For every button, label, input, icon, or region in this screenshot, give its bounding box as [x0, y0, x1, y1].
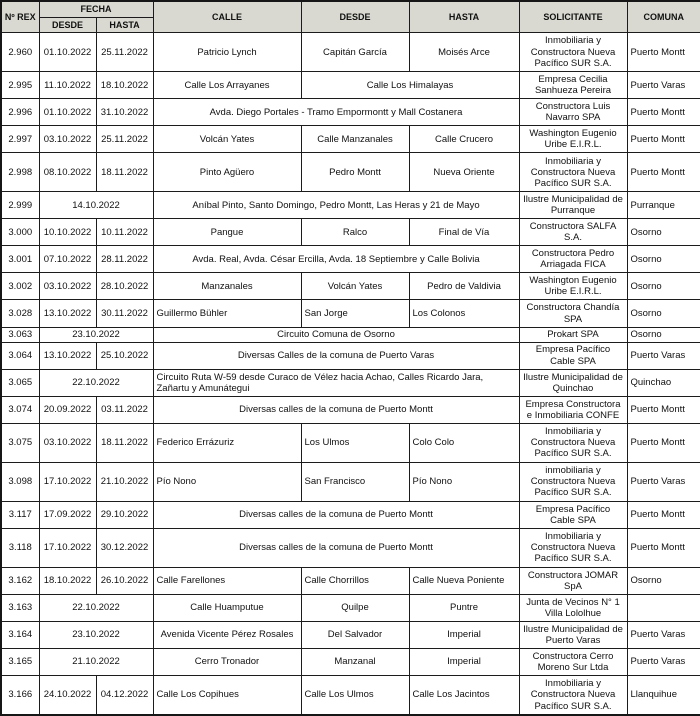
cell: Los Colonos: [409, 300, 519, 327]
table-row: [1, 621, 700, 648]
cell: Inmobiliaria y Constructora Nueva Pacífico SUR S.A.: [519, 153, 627, 192]
cell: 2.999: [1, 192, 39, 219]
cell: Pedro Montt: [301, 153, 409, 192]
cell: Empresa Pacífico Cable SPA: [519, 501, 627, 528]
cell: Calle Huamputue: [153, 594, 301, 621]
cell: Pinto Agüero: [153, 153, 301, 192]
cell: 25.11.2022: [96, 126, 153, 153]
table-row: [1, 423, 700, 462]
cell: Constructora JOMAR SpA: [519, 567, 627, 594]
cell: 28.10.2022: [96, 273, 153, 300]
cell: 3.163: [1, 594, 39, 621]
cell: Empresa Constructora e Inmobiliaria CONFE: [519, 396, 627, 423]
cell: Ilustre Municipalidad de Quinchao: [519, 369, 627, 396]
table-row: [1, 99, 700, 126]
cell: Calle Manzanales: [301, 126, 409, 153]
cell: Imperial: [409, 648, 519, 675]
cell: 03.11.2022: [96, 396, 153, 423]
cell: Ilustre Municipalidad de Purranque: [519, 192, 627, 219]
cell: Pío Nono: [409, 462, 519, 501]
table-row: [1, 327, 700, 342]
cell: 18.11.2022: [96, 423, 153, 462]
cell: 22.10.2022: [39, 369, 153, 396]
cell: Osorno: [627, 273, 700, 300]
cell: 17.09.2022: [39, 501, 96, 528]
table-body: [1, 33, 700, 715]
cell: 23.10.2022: [39, 327, 153, 342]
cell: Constructora Luis Navarro SPA: [519, 99, 627, 126]
cell: Colo Colo: [409, 423, 519, 462]
cell: 21.10.2022: [96, 462, 153, 501]
cell: Puerto Varas: [627, 342, 700, 369]
cell: Quinchao: [627, 369, 700, 396]
cell: Circuito Comuna de Osorno: [153, 327, 519, 342]
cell: Calle Farellones: [153, 567, 301, 594]
table-row: [1, 219, 700, 246]
cell: Constructora SALFA S.A.: [519, 219, 627, 246]
cell: Calle Los Copihues: [153, 675, 301, 715]
cell: Puerto Montt: [627, 501, 700, 528]
cell: Diversas calles de la comuna de Puerto Montt: [153, 501, 519, 528]
cell: 10.10.2022: [39, 219, 96, 246]
cell: Prokart SPA: [519, 327, 627, 342]
cell: Diversas Calles de la comuna de Puerto Varas: [153, 342, 519, 369]
header-fecha: FECHA: [39, 1, 153, 17]
cell: Calle Los Arrayanes: [153, 72, 301, 99]
cell: Empresa Cecilia Sanhueza Pereira: [519, 72, 627, 99]
cell: Puerto Varas: [627, 72, 700, 99]
cell: Manzanal: [301, 648, 409, 675]
table-row: [1, 567, 700, 594]
table-header: [1, 1, 700, 33]
cell: 10.11.2022: [96, 219, 153, 246]
cell: 3.075: [1, 423, 39, 462]
cell: Puerto Montt: [627, 528, 700, 567]
cell: Puerto Montt: [627, 396, 700, 423]
cell: Calle Nueva Poniente: [409, 567, 519, 594]
cell: Circuito Ruta W-59 desde Curaco de Vélez hacia Achao, Calles Ricardo Jara, Zañartu y Amunátegui: [153, 369, 519, 396]
cell: Avda. Real, Avda. César Ercilla, Avda. 18 Septiembre y Calle Bolivia: [153, 246, 519, 273]
table-row: [1, 273, 700, 300]
cell: 3.165: [1, 648, 39, 675]
cell: 3.074: [1, 396, 39, 423]
cell: Washington Eugenio Uribe E.I.R.L.: [519, 273, 627, 300]
header-rex: Nº REX: [1, 1, 39, 33]
header-fecha-desde: DESDE: [39, 17, 96, 33]
cell: 17.10.2022: [39, 528, 96, 567]
table-row: [1, 396, 700, 423]
cell: 23.10.2022: [39, 621, 153, 648]
cell: Empresa Pacífico Cable SPA: [519, 342, 627, 369]
cell: 18.11.2022: [96, 153, 153, 192]
cell: Federico Errázuriz: [153, 423, 301, 462]
cell: San Francisco: [301, 462, 409, 501]
cell: Volcán Yates: [153, 126, 301, 153]
cell: 21.10.2022: [39, 648, 153, 675]
cell: Final de Vía: [409, 219, 519, 246]
header-fecha-hasta: HASTA: [96, 17, 153, 33]
header-row-top: [1, 1, 700, 17]
cell: Ralco: [301, 219, 409, 246]
table-row: [1, 153, 700, 192]
cell: [627, 594, 700, 621]
cell: 31.10.2022: [96, 99, 153, 126]
cell: 30.11.2022: [96, 300, 153, 327]
cell: Nueva Oriente: [409, 153, 519, 192]
cell: Llanquihue: [627, 675, 700, 715]
table-row: [1, 342, 700, 369]
cell: 25.10.2022: [96, 342, 153, 369]
cell: 3.164: [1, 621, 39, 648]
cell: 03.10.2022: [39, 273, 96, 300]
cell: Avda. Diego Portales - Tramo Empormontt y Mall Costanera: [153, 99, 519, 126]
cell: 3.166: [1, 675, 39, 715]
cell: Osorno: [627, 219, 700, 246]
table-row: [1, 33, 700, 72]
cell: 26.10.2022: [96, 567, 153, 594]
cell: 03.10.2022: [39, 423, 96, 462]
table-row: [1, 594, 700, 621]
cell: Junta de Vecinos N° 1 Villa Lololhue: [519, 594, 627, 621]
cell: 22.10.2022: [39, 594, 153, 621]
cell: 13.10.2022: [39, 342, 96, 369]
table-row: [1, 246, 700, 273]
cell: 18.10.2022: [39, 567, 96, 594]
cell: 3.118: [1, 528, 39, 567]
cell: 14.10.2022: [39, 192, 153, 219]
cell: Constructora Chandía SPA: [519, 300, 627, 327]
cell: Puerto Varas: [627, 462, 700, 501]
cell: Aníbal Pinto, Santo Domingo, Pedro Montt, Las Heras y 21 de Mayo: [153, 192, 519, 219]
cell: 18.10.2022: [96, 72, 153, 99]
cell: 3.000: [1, 219, 39, 246]
cell: Quilpe: [301, 594, 409, 621]
cell: 07.10.2022: [39, 246, 96, 273]
header-comuna: COMUNA: [627, 1, 700, 33]
cell: Washington Eugenio Uribe E.I.R.L.: [519, 126, 627, 153]
cell: 3.065: [1, 369, 39, 396]
cell: 24.10.2022: [39, 675, 96, 715]
cell: 30.12.2022: [96, 528, 153, 567]
cell: Purranque: [627, 192, 700, 219]
cell: Manzanales: [153, 273, 301, 300]
cell: Puntre: [409, 594, 519, 621]
cell: Puerto Montt: [627, 423, 700, 462]
table-row: [1, 192, 700, 219]
cell: 3.001: [1, 246, 39, 273]
cell: Constructora Cerro Moreno Sur Ltda: [519, 648, 627, 675]
cell: Inmobiliaria y Constructora Nueva Pacífico SUR S.A.: [519, 528, 627, 567]
cell: Moisés Arce: [409, 33, 519, 72]
cell: Puerto Montt: [627, 33, 700, 72]
cell: 08.10.2022: [39, 153, 96, 192]
cell: 25.11.2022: [96, 33, 153, 72]
cell: Calle Los Himalayas: [301, 72, 519, 99]
cell: Diversas calles de la comuna de Puerto Montt: [153, 528, 519, 567]
table-row: [1, 369, 700, 396]
cell: Inmobiliaria y Constructora Nueva Pacífico SUR S.A.: [519, 33, 627, 72]
cell: 3.064: [1, 342, 39, 369]
cell: 3.028: [1, 300, 39, 327]
cell: Capitán García: [301, 33, 409, 72]
cell: 2.997: [1, 126, 39, 153]
table-row: [1, 675, 700, 715]
cell: 11.10.2022: [39, 72, 96, 99]
cell: Inmobiliaria y Constructora Nueva Pacífico SUR S.A.: [519, 675, 627, 715]
cell: 03.10.2022: [39, 126, 96, 153]
header-calle: CALLE: [153, 1, 301, 33]
cell: Avenida Vicente Pérez Rosales: [153, 621, 301, 648]
cell: 17.10.2022: [39, 462, 96, 501]
cell: Puerto Varas: [627, 621, 700, 648]
cell: Constructora Pedro Arriagada FICA: [519, 246, 627, 273]
cell: Calle Crucero: [409, 126, 519, 153]
cell: inmobiliaria y Constructora Nueva Pacífico SUR S.A.: [519, 462, 627, 501]
header-solicitante: SOLICITANTE: [519, 1, 627, 33]
table-row: [1, 648, 700, 675]
cell: 04.12.2022: [96, 675, 153, 715]
cell: 01.10.2022: [39, 99, 96, 126]
cell: 2.960: [1, 33, 39, 72]
cell: Del Salvador: [301, 621, 409, 648]
cell: Pangue: [153, 219, 301, 246]
cell: Guillermo Bühler: [153, 300, 301, 327]
table-row: [1, 72, 700, 99]
cell: 2.995: [1, 72, 39, 99]
cell: Cerro Tronador: [153, 648, 301, 675]
header-hasta: HASTA: [409, 1, 519, 33]
cell: 3.098: [1, 462, 39, 501]
table-row: [1, 528, 700, 567]
cell: Calle Chorrillos: [301, 567, 409, 594]
cell: Pedro de Valdivia: [409, 273, 519, 300]
cell: 3.063: [1, 327, 39, 342]
cell: Osorno: [627, 300, 700, 327]
cell: Osorno: [627, 327, 700, 342]
cell: San Jorge: [301, 300, 409, 327]
cell: Calle Los Jacintos: [409, 675, 519, 715]
header-desde: DESDE: [301, 1, 409, 33]
cell: 20.09.2022: [39, 396, 96, 423]
table-row: [1, 126, 700, 153]
cell: 2.996: [1, 99, 39, 126]
cell: Puerto Montt: [627, 153, 700, 192]
cell: Puerto Montt: [627, 126, 700, 153]
cell: Osorno: [627, 246, 700, 273]
cell: 3.162: [1, 567, 39, 594]
cell: 01.10.2022: [39, 33, 96, 72]
cell: Puerto Varas: [627, 648, 700, 675]
cell: 28.11.2022: [96, 246, 153, 273]
cell: 2.998: [1, 153, 39, 192]
cell: 29.10.2022: [96, 501, 153, 528]
cell: Volcán Yates: [301, 273, 409, 300]
cell: 3.117: [1, 501, 39, 528]
cell: Inmobiliaria y Constructora Nueva Pacífico SUR S.A.: [519, 423, 627, 462]
cell: Patricio Lynch: [153, 33, 301, 72]
cell: Diversas calles de la comuna de Puerto Montt: [153, 396, 519, 423]
cell: Pío Nono: [153, 462, 301, 501]
cell: Calle Los Ulmos: [301, 675, 409, 715]
cell: Ilustre Municipalidad de Puerto Varas: [519, 621, 627, 648]
table-row: [1, 300, 700, 327]
cell: 3.002: [1, 273, 39, 300]
cell: Imperial: [409, 621, 519, 648]
table-row: [1, 462, 700, 501]
cell: Puerto Montt: [627, 99, 700, 126]
table-row: [1, 501, 700, 528]
cell: 13.10.2022: [39, 300, 96, 327]
cell: Los Ulmos: [301, 423, 409, 462]
cell: Osorno: [627, 567, 700, 594]
